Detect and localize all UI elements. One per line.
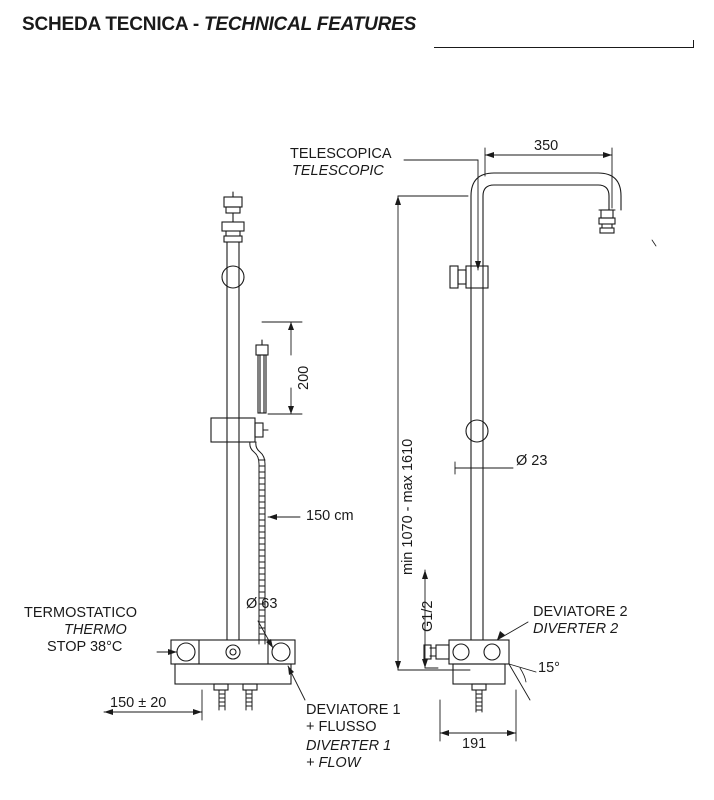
label-termostatico-stop: STOP 38°C [47,639,123,655]
label-termostatico-it: TERMOSTATICO [24,605,138,621]
label-deviatore2-it: DEVIATORE 2 [533,604,628,620]
leader-thermostatic [157,649,177,655]
right-view-arm [471,173,621,233]
label-deviatore1-line2: + FLUSSO [306,719,377,735]
leader-diverter2 [497,622,528,640]
leader-d23 [455,462,513,474]
corner-tick [652,240,656,246]
label-dim-150cm: 150 cm [306,508,354,524]
label-dim-200: 200 [296,365,312,390]
label-deviatore1-line4: + FLOW [306,755,361,771]
thermostatic-mixer-front [171,640,295,690]
right-riser-joint [466,420,488,442]
left-view-head [222,192,244,242]
label-deviatore1-line1: DEVIATORE 1 [306,702,401,718]
angle-15-indicator [509,664,536,700]
hand-shower [256,340,268,413]
leader-150cm [268,514,300,520]
label-deviatore2-en: DIVERTER 2 [533,621,619,637]
label-dim-150-20: 150 ± 20 [110,695,167,711]
label-dim-191: 191 [462,736,487,752]
label-telescopica-en: TELESCOPIC [292,163,384,179]
left-riser-joint [222,266,244,288]
thermostatic-mixer-side [424,640,509,690]
label-termostatico-en: THERMO [64,622,127,638]
right-outlet-hose [476,690,482,712]
label-deviatore1-line3: DIVERTER 1 [306,738,392,754]
page-title-italic: TECHNICAL FEATURES [204,14,417,35]
label-dim-d23: Ø 23 [516,453,548,469]
page-title-main: SCHEDA TECNICA - [22,14,205,35]
label-telescopica-it: TELESCOPICA [290,146,392,162]
label-dim-d63: Ø 63 [246,596,278,612]
leader-telescopic [404,160,481,270]
dim-350 [485,148,612,208]
flex-hose [250,442,265,644]
label-thread-g12: G1/2 [420,600,436,632]
label-angle-15: 15° [538,660,560,676]
right-wall-bracket [450,266,488,288]
label-dim-350: 350 [534,138,559,154]
mixer-outlet-hose [219,690,252,710]
dim-height-range [395,196,470,670]
label-dim-height-range: min 1070 - max 1610 [400,438,416,575]
